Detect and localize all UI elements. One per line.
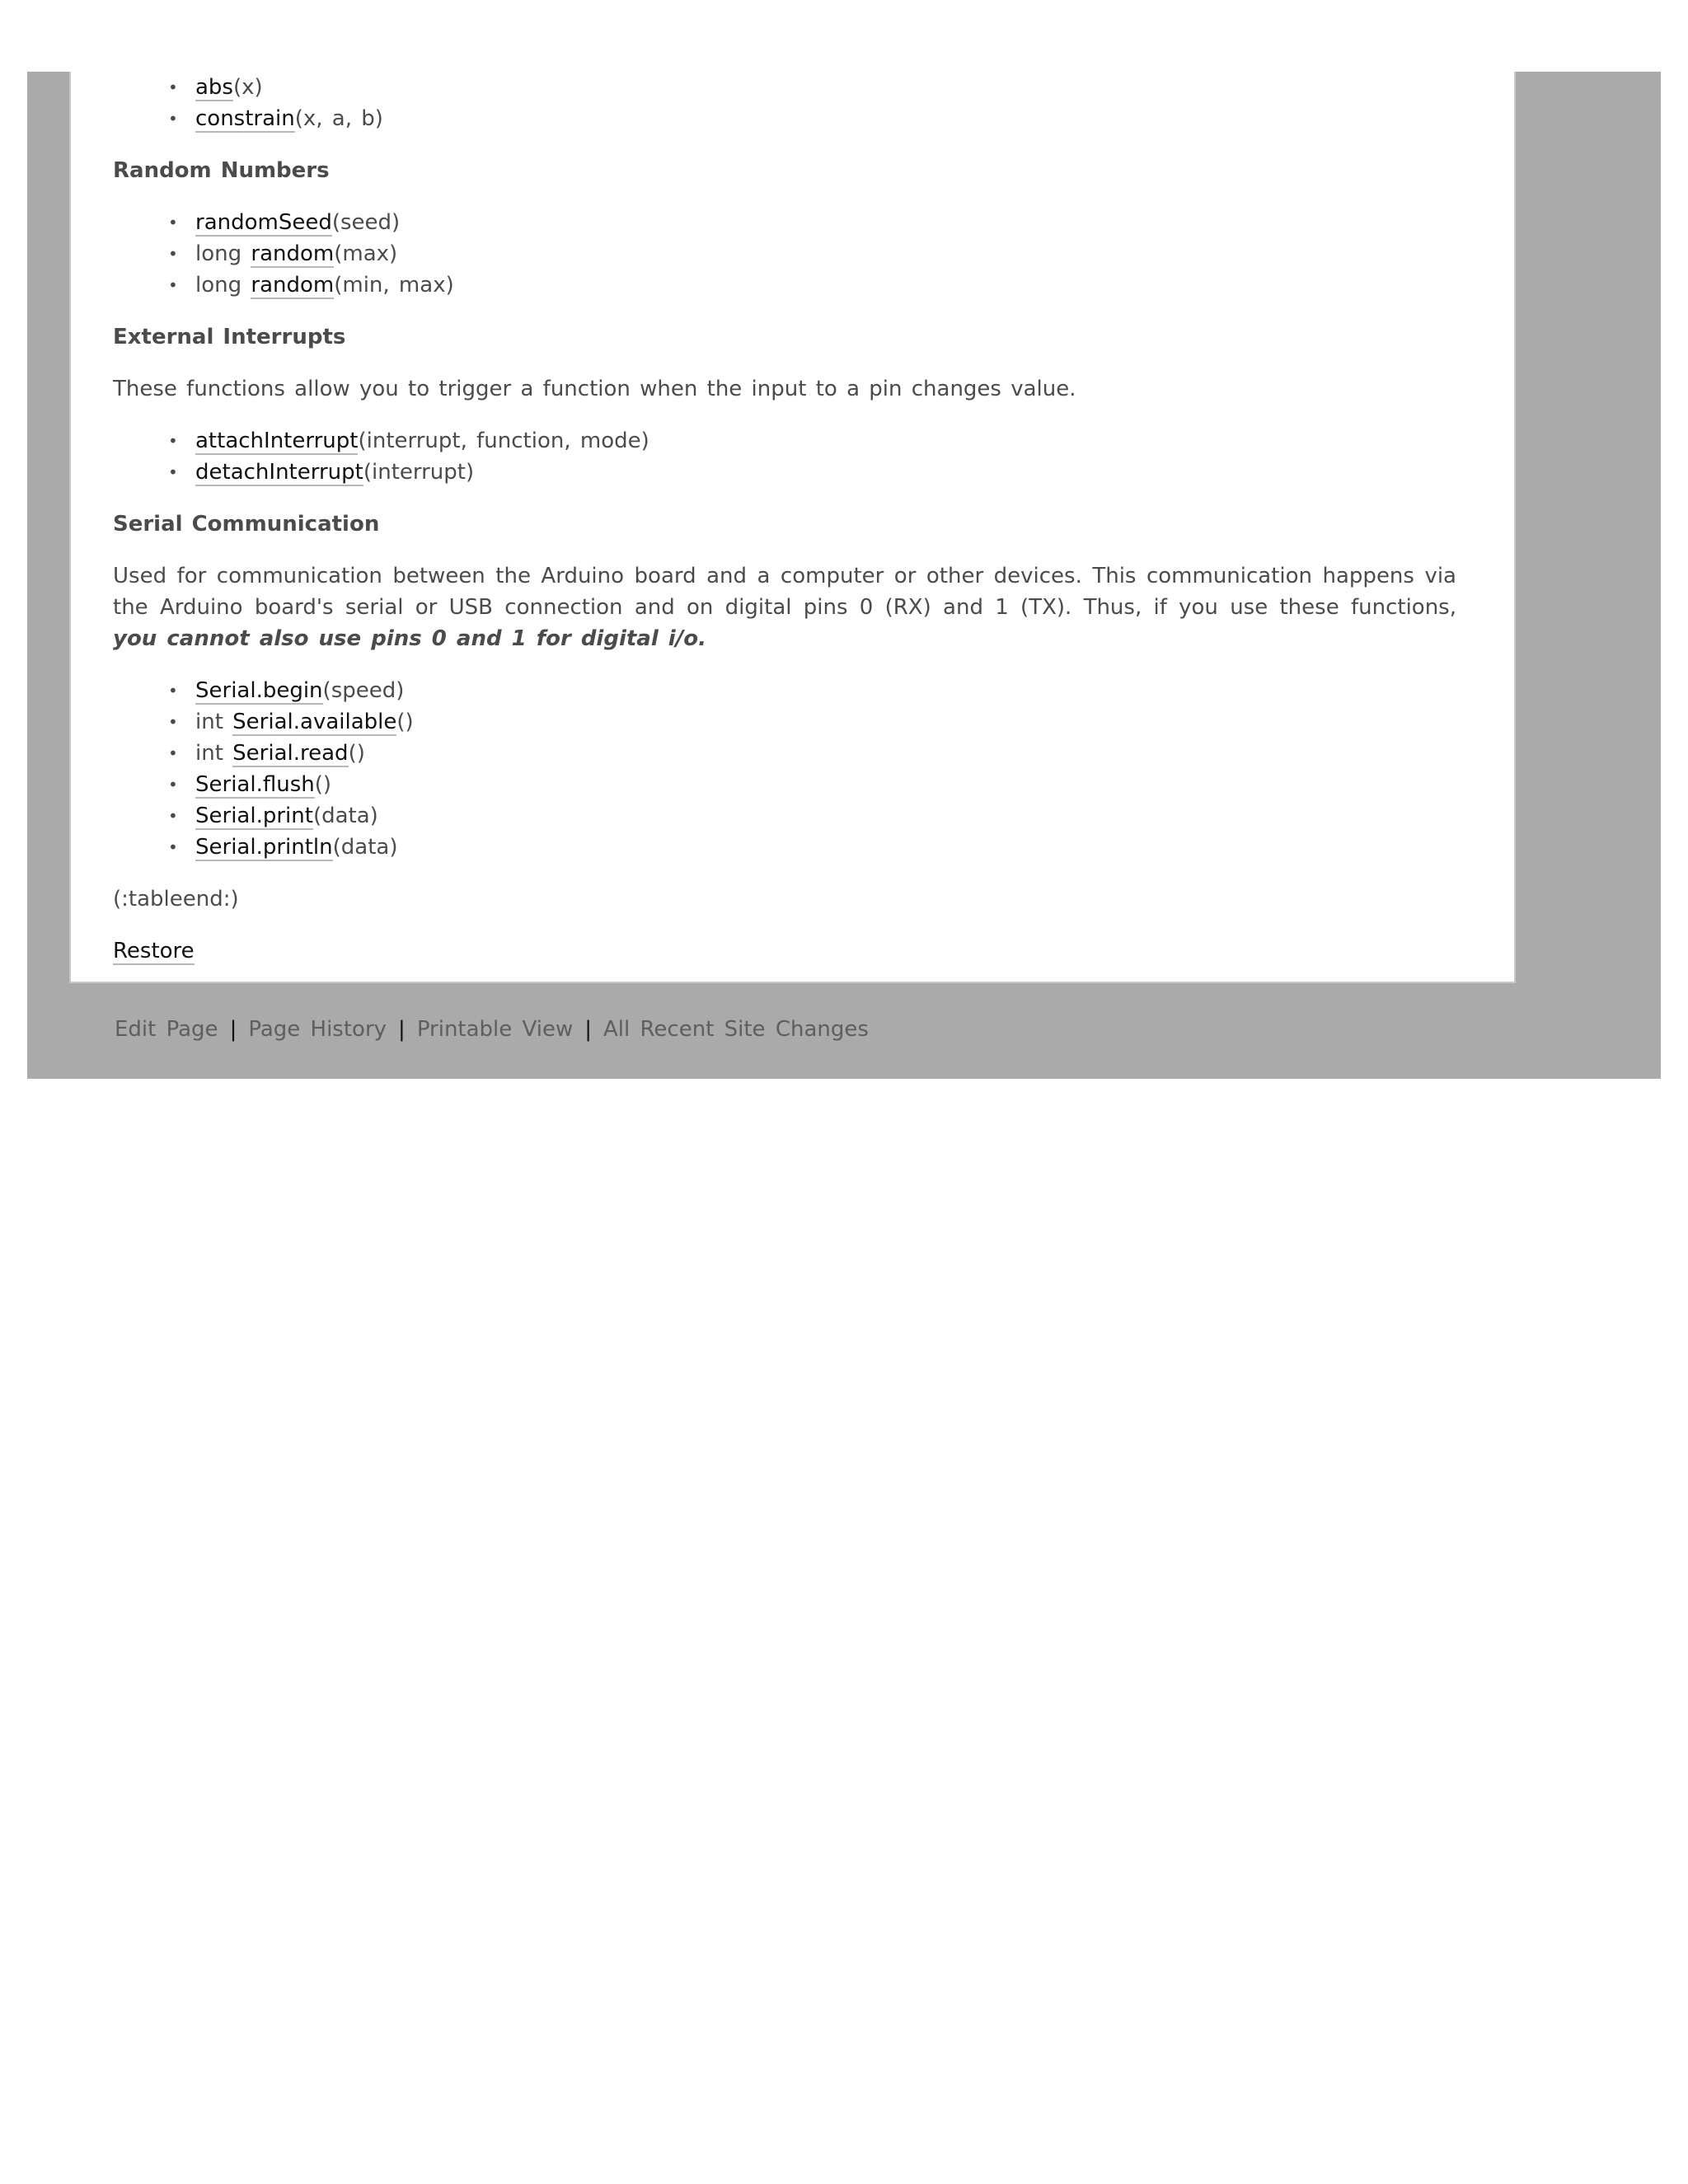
function-args: (max) xyxy=(334,241,398,266)
link-abs[interactable]: abs xyxy=(195,75,233,100)
link-serial-available[interactable]: Serial.available xyxy=(232,710,397,734)
bullet-icon: • xyxy=(168,244,178,264)
interrupts-description: These functions allow you to trigger a function when the input to a pin changes value. xyxy=(113,377,1076,401)
printable-view-link[interactable]: Printable View xyxy=(416,1017,574,1042)
link-random[interactable]: random xyxy=(251,241,335,266)
bullet-icon: • xyxy=(168,837,178,857)
function-args: (speed) xyxy=(322,678,405,703)
restore-row xyxy=(113,935,1456,967)
function-args: (data) xyxy=(312,804,378,828)
section-heading-random: Random Numbers xyxy=(113,158,330,183)
function-args: (interrupt, function, mode) xyxy=(358,429,649,453)
link-attachinterrupt[interactable]: attachInterrupt xyxy=(195,429,359,453)
list-item xyxy=(168,425,1456,457)
footer-separator: | xyxy=(584,1017,593,1042)
math-function-list xyxy=(113,72,1456,134)
section-heading-serial: Serial Communication xyxy=(113,512,380,537)
bullet-icon: • xyxy=(168,681,178,701)
function-args: (interrupt) xyxy=(363,460,475,485)
return-type: long xyxy=(195,241,251,266)
list-item xyxy=(168,207,1456,238)
list-item xyxy=(168,269,1456,301)
link-serial-println[interactable]: Serial.println xyxy=(195,835,333,860)
list-item xyxy=(168,103,1456,134)
serial-description xyxy=(113,560,1456,654)
list-item xyxy=(168,832,1456,863)
list-item xyxy=(168,238,1456,269)
link-random-range[interactable]: random xyxy=(251,273,335,298)
link-serial-read[interactable]: Serial.read xyxy=(232,741,349,766)
link-serial-print[interactable]: Serial.print xyxy=(195,804,313,828)
function-args: (x) xyxy=(232,75,263,100)
restore-link[interactable]: Restore xyxy=(113,939,195,963)
link-detachinterrupt[interactable]: detachInterrupt xyxy=(195,460,363,485)
list-item xyxy=(168,738,1456,769)
bullet-icon: • xyxy=(168,806,178,826)
content-panel xyxy=(69,72,1516,983)
function-args: () xyxy=(396,710,414,734)
list-item xyxy=(168,72,1456,103)
bullet-icon: • xyxy=(168,743,178,763)
footer-actions xyxy=(115,1014,869,1045)
interrupt-function-list xyxy=(113,425,1456,488)
bullet-icon: • xyxy=(168,712,178,732)
random-function-list xyxy=(113,207,1456,301)
footer-separator: | xyxy=(398,1017,406,1042)
function-args: (seed) xyxy=(331,210,401,235)
function-args: () xyxy=(314,772,332,797)
bullet-icon: • xyxy=(168,775,178,794)
list-item xyxy=(168,800,1456,832)
link-randomseed[interactable]: randomSeed xyxy=(195,210,332,235)
page-frame xyxy=(27,72,1661,1079)
list-item xyxy=(168,457,1456,488)
bullet-icon: • xyxy=(168,77,178,97)
recent-changes-link[interactable]: All Recent Site Changes xyxy=(603,1017,869,1042)
link-serial-begin[interactable]: Serial.begin xyxy=(195,678,323,703)
bullet-icon: • xyxy=(168,109,178,129)
function-args: (data) xyxy=(332,835,398,860)
list-item xyxy=(168,706,1456,738)
serial-description-text: Used for communication between the Arduino board and a computer or other devices. This communication happens via the Arduino board's serial or USB connection and on digital pins 0 (RX) and 1 (TX). Thus, if you use these functions, xyxy=(113,564,1456,620)
link-constrain[interactable]: constrain xyxy=(195,106,295,131)
content-body xyxy=(113,72,1456,967)
bullet-icon: • xyxy=(168,431,178,451)
return-type: int xyxy=(195,741,233,766)
bullet-icon: • xyxy=(168,462,178,482)
list-item xyxy=(168,769,1456,800)
bullet-icon: • xyxy=(168,275,178,295)
footer-separator: | xyxy=(229,1017,237,1042)
function-args: (min, max) xyxy=(334,273,454,298)
list-item xyxy=(168,675,1456,706)
return-type: long xyxy=(195,273,251,298)
bullet-icon: • xyxy=(168,213,178,232)
serial-function-list xyxy=(113,675,1456,863)
page-history-link[interactable]: Page History xyxy=(248,1017,387,1042)
return-type: int xyxy=(195,710,233,734)
section-heading-interrupts: External Interrupts xyxy=(113,325,346,349)
serial-warning: you cannot also use pins 0 and 1 for digital i/o. xyxy=(113,626,706,651)
link-serial-flush[interactable]: Serial.flush xyxy=(195,772,315,797)
function-args: () xyxy=(348,741,365,766)
edit-page-link[interactable]: Edit Page xyxy=(115,1017,218,1042)
function-args: (x, a, b) xyxy=(294,106,383,131)
tableend-markup: (:tableend:) xyxy=(113,887,239,912)
